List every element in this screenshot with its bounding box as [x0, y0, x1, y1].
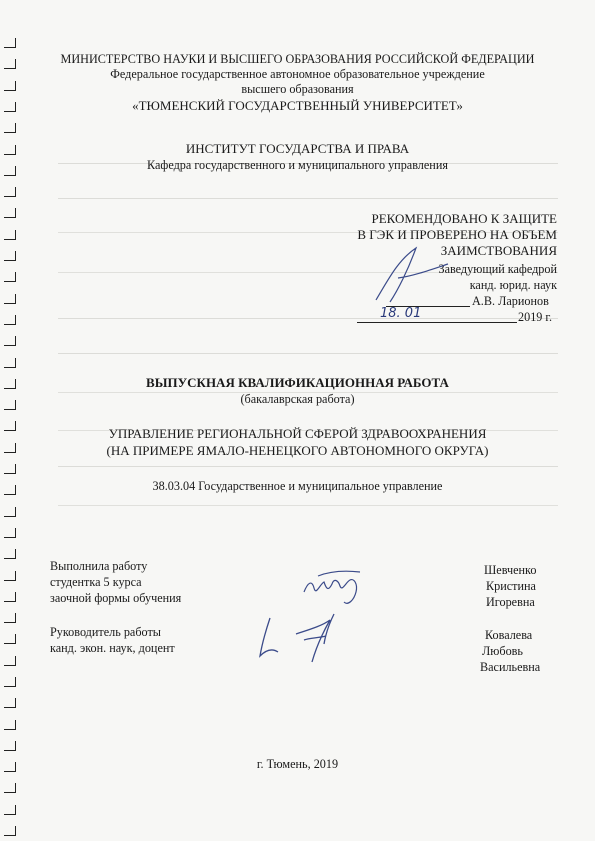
approval-line2: В ГЭК И ПРОВЕРЕНО НА ОБЪЕМ — [357, 227, 557, 242]
binding-ring — [4, 272, 16, 282]
binding-ring — [4, 507, 16, 517]
supervisor-label-line1: Руководитель работы — [50, 625, 161, 639]
supervisor-patronymic: Васильевна — [480, 660, 541, 674]
author-surname: Шевченко — [484, 563, 537, 577]
binding-ring — [4, 251, 16, 261]
spiral-binding — [0, 0, 22, 841]
work-subtype: (бакалаврская работа) — [240, 392, 355, 406]
binding-ring — [4, 336, 16, 346]
binding-ring — [4, 528, 16, 538]
binding-ring — [4, 123, 16, 133]
binding-ring — [4, 358, 16, 368]
binding-ring — [4, 613, 16, 623]
supervisor-first-name: Любовь — [482, 644, 523, 658]
author-label-line3: заочной формы обучения — [50, 591, 182, 605]
author-patronymic: Игоревна — [486, 595, 535, 609]
binding-ring — [4, 698, 16, 708]
binding-ring — [4, 230, 16, 240]
university-name: «ТЮМЕНСКИЙ ГОСУДАРСТВЕННЫЙ УНИВЕРСИТЕТ» — [132, 98, 463, 113]
institution-type-line2: высшего образования — [241, 82, 354, 96]
supervisor-surname: Ковалева — [485, 628, 533, 642]
approval-year: 2019 г. — [518, 310, 553, 324]
binding-ring — [4, 634, 16, 644]
supervisor-signature — [256, 600, 356, 666]
supervisor-label-line2: канд. экон. наук, доцент — [50, 641, 175, 655]
binding-ring — [4, 720, 16, 730]
binding-ring — [4, 38, 16, 48]
binding-ring — [4, 826, 16, 836]
binding-ring — [4, 208, 16, 218]
approval-degree: канд. юрид. наук — [469, 278, 557, 292]
institution-type-line1: Федеральное государственное автономное образовательное учреждение — [110, 67, 485, 81]
work-title-line2: (НА ПРИМЕРЕ ЯМАЛО-НЕНЕЦКОГО АВТОНОМНОГО ОКРУГА) — [106, 443, 489, 458]
approval-line3: ЗАИМСТВОВАНИЯ — [440, 243, 557, 258]
binding-ring — [4, 783, 16, 793]
binding-ring — [4, 464, 16, 474]
author-first-name: Кристина — [486, 579, 536, 593]
author-label-line1: Выполнила работу — [50, 559, 148, 573]
specialty: 38.03.04 Государственное и муниципальное управление — [152, 479, 443, 493]
binding-ring — [4, 805, 16, 815]
binding-ring — [4, 549, 16, 559]
binding-ring — [4, 571, 16, 581]
head-signature — [368, 240, 458, 310]
binding-ring — [4, 656, 16, 666]
work-title-line1: УПРАВЛЕНИЕ РЕГИОНАЛЬНОЙ СФЕРОЙ ЗДРАВООХРАНЕНИЯ — [108, 426, 487, 441]
binding-ring — [4, 592, 16, 602]
binding-ring — [4, 677, 16, 687]
binding-ring — [4, 294, 16, 304]
binding-ring — [4, 741, 16, 751]
approval-position: Заведующий кафедрой — [438, 262, 557, 276]
city-year: г. Тюмень, 2019 — [256, 757, 339, 771]
department-name: Кафедра государственного и муниципального управления — [147, 158, 448, 172]
approval-date-handwritten: 18. 01 — [380, 306, 422, 321]
author-label-line2: студентка 5 курса — [50, 575, 142, 589]
institute-name: ИНСТИТУТ ГОСУДАРСТВА И ПРАВА — [185, 141, 410, 156]
approval-line1: РЕКОМЕНДОВАНО К ЗАЩИТЕ — [371, 211, 557, 226]
ministry-name: МИНИСТЕРСТВО НАУКИ И ВЫСШЕГО ОБРАЗОВАНИЯ РОССИЙСКОЙ ФЕДЕРАЦИИ — [60, 52, 535, 66]
binding-ring — [4, 187, 16, 197]
binding-ring — [4, 315, 16, 325]
approval-name: А.В. Ларионов — [472, 294, 549, 308]
work-type: ВЫПУСКНАЯ КВАЛИФИКАЦИОННАЯ РАБОТА — [146, 375, 449, 390]
